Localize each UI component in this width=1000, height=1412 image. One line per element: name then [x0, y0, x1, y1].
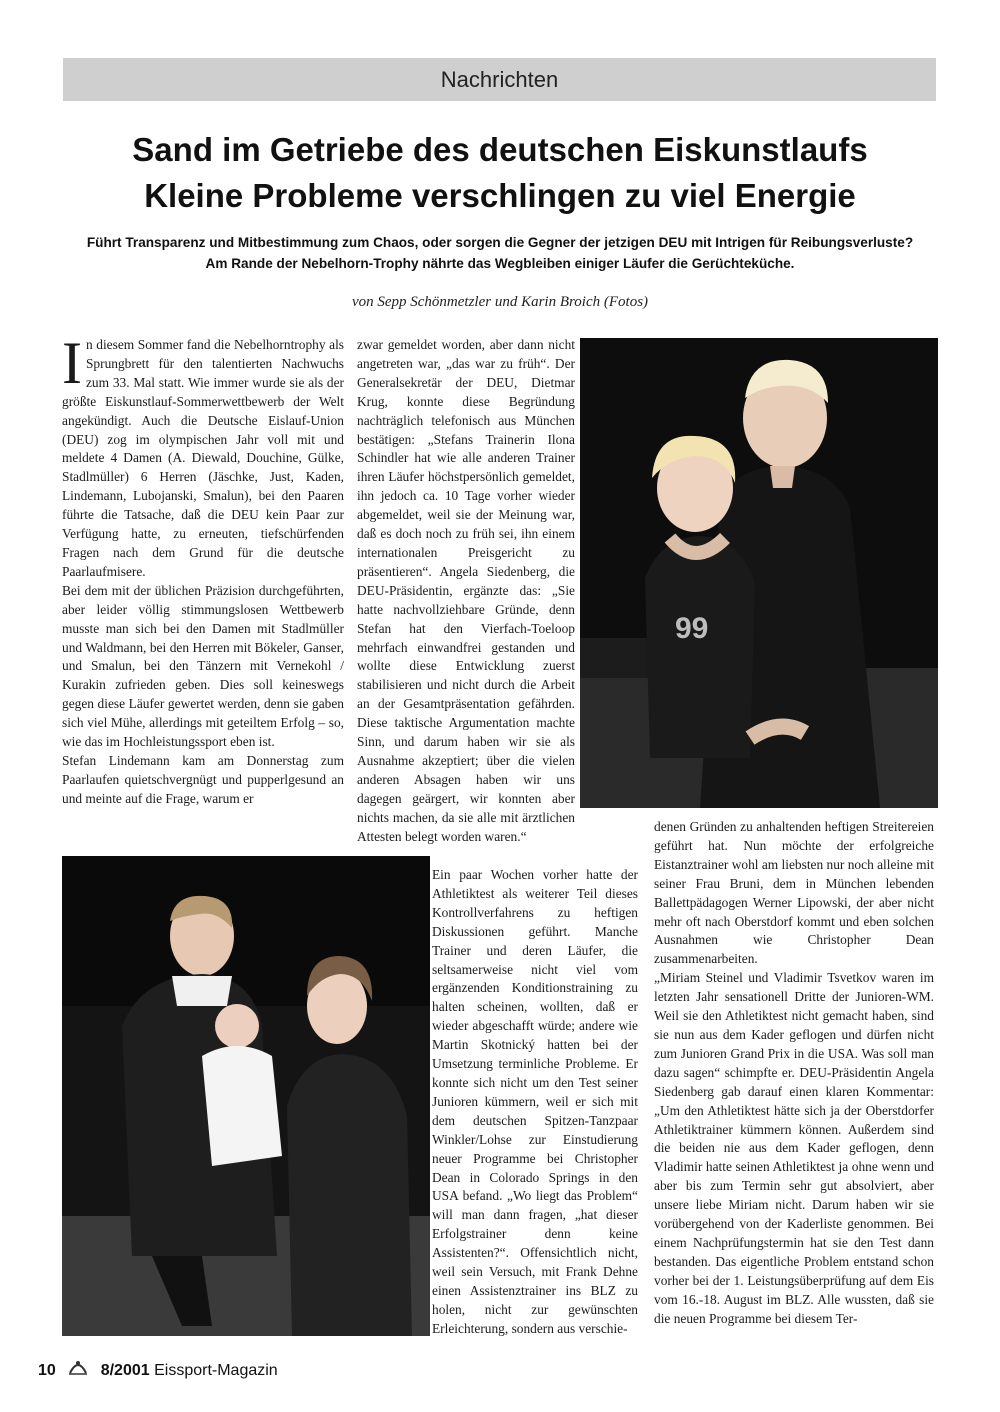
magazine-name: Eissport-Magazin: [154, 1362, 278, 1379]
paragraph: denen Gründen zu anhaltenden heftigen Streitereien geführt hat. Nun möchte der erfolgreiche Eistanztrainer wohl am liebsten nur noch alleine mit seiner Frau Bruni, dem in München lebenden Ballettpädagogen Werner Lipowski, der aber nicht mehr oft nach Oberstdorf kommt und eben solchen Ausnahmen wie Christopher Dean zusammenarbeiten.: [654, 819, 935, 967]
photo-family-image: [62, 856, 430, 1336]
section-header: Nachrichten: [63, 58, 936, 101]
magazine-logo-icon: [60, 1355, 96, 1380]
page-footer: [38, 1355, 278, 1380]
drop-cap: I: [62, 330, 82, 396]
subheadline: Kleine Probleme verschlingen zu viel Energie: [144, 177, 856, 214]
column-1: [62, 330, 344, 836]
photo-couple-image: [580, 338, 938, 808]
column-2-bottom: [432, 866, 638, 1338]
paragraph: zwar gemeldet worden, aber dann nicht angetreten war, „das war zu früh“. Der Generalsekretär der DEU, Dietmar Krug, konnte diese Begründung nachträglich telefonisch aus München bestätigen: „Stefans Trainerin Ilona Schindler hat wie alle anderen Trainer ihren Läufer höchstpersönlich gemeldet, ihn jedoch ca. 10 Tage vorher wieder abgemeldet, weil sie der Meinung war, daß es doch noch zu früh sei, ihn einem internationalen Preisgericht zu präsentieren“. Angela Siedenberg, die DEU-Präsidentin, ergänzte das: „Sie hatte nachvollziehbare Gründe, denn Stefan hat den Vierfach-Toeloop mehrfach einwandfrei gestanden und wollte diese Entwicklung zuerst stabilisieren und nicht durch die Arbeit an der Gesamtpräsentation gefährden. Diese taktische Argumentation machte Sinn, und darum haben wir sie als Ausnahme akzeptiert; über die vielen anderen Absagen haben wir uns dagegen geärgert, wir konnten aber nichts machen, da sie alle mit ärztlichen Attesten belegt worden waren.“: [357, 337, 575, 844]
byline: von Sepp Schönmetzler und Karin Broich (Fotos): [351, 294, 649, 310]
headline: Sand im Getriebe des deutschen Eiskunstlaufs: [132, 131, 868, 168]
svg-text:99: 99: [675, 612, 709, 645]
page-number: 10: [38, 1362, 56, 1379]
paragraph: Ein paar Wochen vorher hatte der Athletiktest als weiterer Teil dieses Kontrollverfahrens zu heftigen Diskussionen geführt. Manche Trainer und deren Läufer, die seltsamerweise nicht viel vom ergänzenden Konditionstraining zu halten scheinen, wollten, daß er wieder abgeschafft würde; andere wie Martin Skotnický hatten bei der Umsetzung terminliche Probleme. Er konnte sich nicht um den Test seiner Junioren kümmern, weil er sich mit dem deutschen Spitzen-Tanzpaar Winkler/Lohse zur Einstudierung neuer Programme bei Christopher Dean in Colorado Springs in den USA befand. „Wo liegt das Problem“ will man dann fragen, „hat dieser Erfolgstrainer denn keine Assistenten?“. Offensichtlich nicht, weil sein Versuch, mit Frank Dehne einen Assistenztrainer ins BLZ zu holen, nicht zur gewünschten Erleichterung, sondern aus verschie-: [432, 867, 638, 1336]
photo-family: [62, 856, 430, 1336]
column-3: [654, 818, 934, 1338]
lead-paragraph: Führt Transparenz und Mitbestimmung zum Chaos, oder sorgen die Gegner der jetzigen DEU mit Intrigen für Reibungsverluste? Am Rande der Nebelhorn-Trophy nährte das Wegbleiben einiger Läufer die Gerüchteküche.: [86, 235, 914, 271]
paragraph: Stefan Lindemann kam am Donnerstag zum Paarlaufen quietschvergnügt und pupperlgesund an und meinte auf die Frage, warum er: [62, 752, 344, 806]
paragraph: Bei dem mit der üblichen Präzision durchgeführten, aber leider völlig stimmungslosen Wettbewerb musste man sich bei den Damen mit Stadlmüller und Waldmann, bei den Herren mit Bökeler, Ganser, und Smalun, bei den Tänzern mit Vernekohl / Kurakin zufrieden geben. Dies soll keineswegs gegen diese Läufer gewertet werden, denn sie gaben sich viel Mühe, allerdings mit geteiltem Erfolg – so, wie das im Hochleistungssport eben ist.: [62, 582, 344, 750]
paragraph: „Miriam Steinel und Vladimir Tsvetkov waren im letzten Jahr sensationell Dritte der Junioren-WM. Weil sie den Athletiktest nicht gemacht haben, sind sie nun aus dem Kader geflogen und dürfen nicht zum Junioren Grand Prix in die USA. Was soll man dazu sagen“ schimpfte er. DEU-Präsidentin Angela Siedenberg gab darauf einen klaren Kommentar: „Um den Athletiktest hätte sich ja der Oberstdorfer Athletiktrainer kümmern können. Außerdem sind die beiden nie aus dem Kader geflogen, denn Vladimir hatte seinen Athletiktest ja ohne wenn und aber bis zum Termin sehr gut absolviert, aber unsere liebe Miriam nicht. Darum haben wir sie vorübergehend von der Kaderliste genommen. Bei einem Nachprüfungstermin hat sie den Test dann bestanden. Das eigentliche Problem entstand schon vorher bei der 1. Leistungsüberprüfung auf dem Eis vom 16.-18. August im BLZ. Alle wussten, daß sie die neuen Programme bei diesem Ter-: [654, 970, 934, 1326]
column-2-top: [357, 336, 575, 844]
paragraph: n diesem Sommer fand die Nebelhorntrophy als Sprungbrett für den talentierten Nachwuchs zum 33. Mal statt. Wie immer wurde sie als der größte Eiskunstlauf-Sommerwettbewerb der Welt angekündigt. Auch die Deutsche Eislauf-Union (DEU) zog im olympischen Jahr voll mit und meldete 4 Damen (A. Diewald, Douchine, Gülke, Stadlmüller) 6 Herren (Jäschke, Just, Kaden, Lindemann, Lubojanski, Smalun), bei den Paaren führte die Tatsache, daß die DEU kein Paar zur Verfügung hatte, zu erneuten, tiefschürfenden Fragen nach dem Grund für die deutsche Paarlaufmisere.: [62, 337, 344, 579]
photo-couple: [580, 338, 938, 808]
issue-number: 8/2001: [100, 1362, 150, 1379]
